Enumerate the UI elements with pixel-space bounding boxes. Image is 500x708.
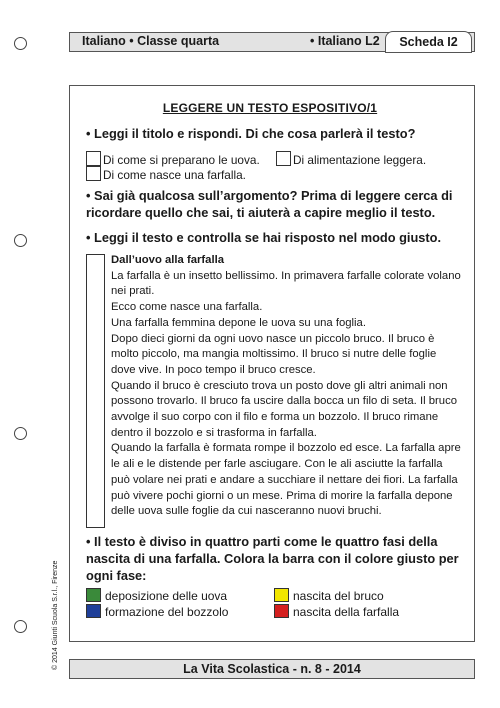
- story-paragraph: Quando la farfalla è formata rompe il bozzolo ed esce. La farfalla apre le ali e le distende per farle asciugare. Con le ali asciutte la farfalla può volare nei prati e andare a succhiare il nettare dei fiori. La farfalla può vivere pochi giorni o un mese. Prima di morire la farfalla depone delle uova sulle foglie da cui nasceranno nuovi bruchi.: [111, 442, 461, 518]
- story-paragraph: Ecco come nasce una farfalla.: [111, 301, 263, 314]
- legend-label: formazione del bozzolo: [105, 605, 229, 619]
- legend-item: [86, 588, 227, 604]
- binder-hole-2: [14, 234, 27, 247]
- checkbox[interactable]: [86, 151, 101, 166]
- binder-hole-4: [14, 620, 27, 633]
- story-paragraph: Dopo dieci giorni da ogni uovo nasce un piccolo bruco. Il bruco è molto piccolo, ma mangia moltissimo. Il bruco si nutre delle foglie dove vive. In poco tempo il bruco cresce.: [111, 332, 437, 376]
- option-2[interactable]: [276, 151, 426, 168]
- question-2: • Sai già qualcosa sull’argomento? Prima di leggere cerca di ricordare quello che sai, ti aiuterà a capire meglio il testo.: [86, 188, 453, 220]
- story-text: [111, 253, 461, 520]
- header-subject: Italiano • Classe quarta: [82, 34, 220, 48]
- legend-item: [274, 588, 384, 604]
- legend-item: [274, 604, 399, 620]
- legend-label: deposizione delle uova: [105, 589, 228, 603]
- question-4: • Il testo è diviso in quattro parti come le quattro fasi della nascita di una farfalla. Colora la barra con il colore giusto per ogni fase:: [86, 534, 459, 583]
- story-paragraph: Quando il bruco è cresciuto trova un posto dove gli altri animali non possono trovarlo. Il bruco fa uscire dalla bocca un filo di seta. Il bruco avvolge il suo corpo con il filo e forma un bozzolo. Il bruco rimane dentro il bozzolo e si trasforma in farfalla.: [111, 379, 457, 439]
- option-label: Di come nasce una farfalla.: [103, 168, 246, 182]
- copyright-notice: © 2014 Giunti Scuola S.r.l., Firenze: [52, 560, 59, 670]
- scheda-tab: Scheda I2: [385, 31, 472, 53]
- checkbox[interactable]: [276, 151, 291, 166]
- footer-bar: La Vita Scolastica - n. 8 - 2014: [69, 659, 475, 679]
- color-bar[interactable]: [86, 254, 105, 528]
- option-label: Di come si preparano le uova.: [103, 153, 260, 167]
- binder-hole-1: [14, 37, 27, 50]
- question-3: • Leggi il testo e controlla se hai risposto nel modo giusto.: [86, 230, 442, 245]
- legend-label: nascita del bruco: [293, 589, 384, 603]
- legend-label: nascita della farfalla: [293, 605, 400, 619]
- option-3[interactable]: [86, 166, 246, 183]
- binder-hole-3: [14, 427, 27, 440]
- story-title: Dall’uovo alla farfalla: [111, 254, 225, 266]
- page-title: LEGGERE UN TESTO ESPOSITIVO/1: [162, 101, 378, 115]
- checkbox[interactable]: [86, 166, 101, 181]
- story-paragraph: La farfalla è un insetto bellissimo. In primavera farfalle colorate volano nei prati.: [111, 269, 461, 298]
- header-level: • Italiano L2: [310, 34, 380, 48]
- color-swatch: [274, 604, 289, 618]
- story-paragraph: Una farfalla femmina depone le uova su una foglia.: [111, 316, 366, 329]
- question-1: • Leggi il titolo e rispondi. Di che cosa parlerà il testo?: [86, 126, 416, 141]
- legend-item: [86, 604, 228, 620]
- option-label: Di alimentazione leggera.: [293, 153, 427, 167]
- color-swatch: [86, 588, 101, 602]
- color-swatch: [86, 604, 101, 618]
- color-swatch: [274, 588, 289, 602]
